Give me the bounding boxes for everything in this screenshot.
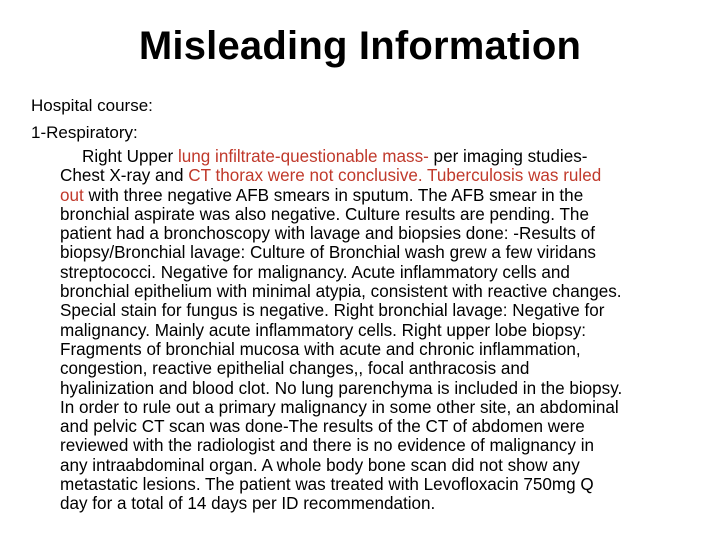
narrative-line: bronchial epithelium with minimal atypia, consistent with reactive changes.	[60, 282, 622, 302]
narrative-line: and pelvic CT scan was done-The results of the CT of abdomen were	[60, 417, 585, 437]
slide-title: Misleading Information	[138, 24, 582, 68]
narrative-line: bronchial aspirate was also negative. Culture results are pending. The	[60, 204, 589, 224]
respiratory-heading: 1-Respiratory:	[31, 123, 138, 142]
narrative-line: biopsy/Bronchial lavage: Culture of Bronchial wash grew a few viridans	[60, 243, 596, 263]
narrative-line	[60, 166, 720, 185]
narrative-line: streptococci. Negative for malignancy. Acute inflammatory cells and	[60, 262, 570, 282]
narrative-line: reviewed with the radiologist and there is no evidence of malignancy in	[60, 436, 595, 456]
narrative-line	[60, 147, 720, 166]
narrative-line	[60, 186, 720, 205]
narrative-line: congestion, reactive epithelial changes,, focal anthracosis and	[60, 359, 530, 379]
narrative-line: In order to rule out a primary malignancy in some other site, an abdominal	[60, 397, 619, 417]
narrative-line: hyalinization and blood clot. No lung parenchyma is included in the biopsy.	[60, 378, 623, 398]
narrative-line: Special stain for fungus is negative. Right bronchial lavage: Negative for	[60, 301, 605, 321]
text-segment: Chest X-ray and	[60, 166, 189, 186]
text-segment: with three negative AFB smears in sputum. The AFB smear in the	[83, 185, 584, 205]
narrative-line: day for a total of 14 days per ID recommendation.	[60, 494, 436, 514]
highlighted-text: out	[60, 185, 84, 205]
highlighted-text: lung infiltrate-questionable mass-	[177, 147, 429, 166]
narrative-line: any intraabdominal organ. A whole body bone scan did not show any	[60, 455, 580, 475]
respiratory-narrative	[60, 147, 720, 514]
narrative-line: Fragments of bronchial mucosa with acute and chronic inflammation,	[60, 339, 581, 359]
narrative-line: patient had a bronchoscopy with lavage and biopsies done: -Results of	[60, 224, 595, 244]
text-segment: Right Upper	[82, 147, 178, 166]
narrative-line: malignancy. Mainly acute inflammatory cells. Right upper lobe biopsy:	[60, 320, 587, 340]
hospital-course-heading: Hospital course:	[31, 96, 153, 115]
highlighted-text: CT thorax were not conclusive. Tuberculosis was ruled	[188, 166, 602, 186]
text-segment: per imaging studies-	[428, 147, 588, 166]
narrative-line: metastatic lesions. The patient was treated with Levofloxacin 750mg Q	[60, 475, 594, 495]
